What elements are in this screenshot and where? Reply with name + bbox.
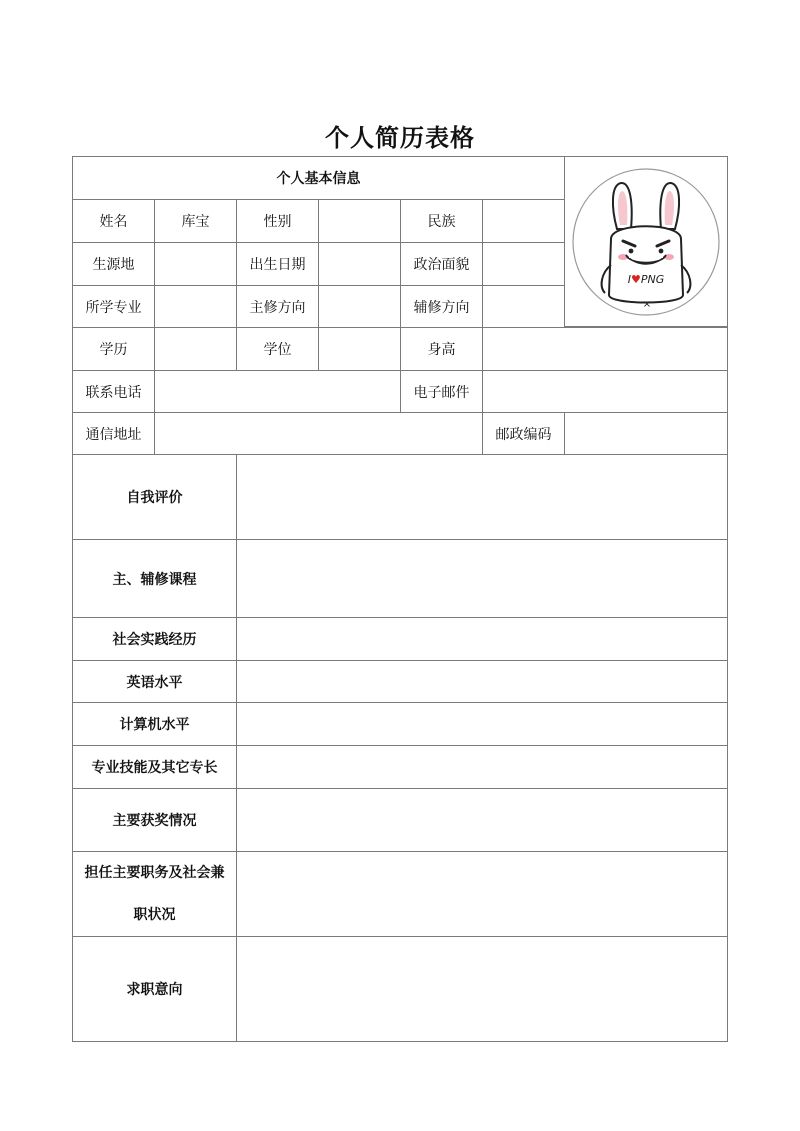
practice-field[interactable] — [236, 617, 728, 661]
address-label: 通信地址 — [72, 412, 155, 455]
birthdate-label: 出生日期 — [236, 242, 319, 286]
degree-label: 学位 — [236, 327, 319, 371]
svg-text:×: × — [642, 298, 652, 310]
awards-field[interactable] — [236, 788, 728, 852]
name-field[interactable]: 库宝 — [154, 199, 237, 243]
computer-level-field[interactable] — [236, 702, 728, 746]
postcode-field[interactable] — [564, 412, 728, 455]
courses-label: 主、辅修课程 — [72, 539, 237, 618]
rabbit-avatar-icon — [571, 167, 721, 317]
postcode-label: 邮政编码 — [482, 412, 565, 455]
origin-field[interactable] — [154, 242, 237, 286]
email-label: 电子邮件 — [400, 370, 483, 413]
awards-label: 主要获奖情况 — [72, 788, 237, 852]
basic-info-header: 个人基本信息 — [72, 156, 565, 200]
self-evaluation-label: 自我评价 — [72, 454, 237, 540]
education-label: 学历 — [72, 327, 155, 371]
address-field[interactable] — [154, 412, 483, 455]
name-label: 姓名 — [72, 199, 155, 243]
english-level-field[interactable] — [236, 660, 728, 703]
height-field[interactable] — [482, 327, 728, 371]
email-field[interactable] — [482, 370, 728, 413]
phone-label: 联系电话 — [72, 370, 155, 413]
ethnicity-label: 民族 — [400, 199, 483, 243]
minor-direction-field[interactable] — [482, 285, 565, 328]
major-label: 所学专业 — [72, 285, 155, 328]
computer-level-label: 计算机水平 — [72, 702, 237, 746]
english-level-label: 英语水平 — [72, 660, 237, 703]
main-direction-label: 主修方向 — [236, 285, 319, 328]
birthdate-field[interactable] — [318, 242, 401, 286]
education-field[interactable] — [154, 327, 237, 371]
positions-field[interactable] — [236, 851, 728, 937]
gender-field[interactable] — [318, 199, 401, 243]
gender-label: 性别 — [236, 199, 319, 243]
phone-field[interactable] — [154, 370, 401, 413]
self-evaluation-field[interactable] — [236, 454, 728, 540]
origin-label: 生源地 — [72, 242, 155, 286]
practice-label: 社会实践经历 — [72, 617, 237, 661]
document-title: 个人简历表格 — [325, 124, 475, 152]
ethnicity-field[interactable] — [482, 199, 565, 243]
job-intention-label: 求职意向 — [72, 936, 237, 1042]
svg-text:I♥PNG: I♥PNG — [627, 272, 665, 286]
political-label: 政治面貌 — [400, 242, 483, 286]
major-field[interactable] — [154, 285, 237, 328]
minor-direction-label: 辅修方向 — [400, 285, 483, 328]
skills-field[interactable] — [236, 745, 728, 789]
courses-field[interactable] — [236, 539, 728, 618]
degree-field[interactable] — [318, 327, 401, 371]
positions-label — [72, 851, 237, 937]
political-field[interactable] — [482, 242, 565, 286]
photo-cell[interactable] — [564, 156, 728, 327]
job-intention-field[interactable] — [236, 936, 728, 1042]
height-label: 身高 — [400, 327, 483, 371]
positions-label-line2: 职状况 — [133, 907, 176, 923]
main-direction-field[interactable] — [318, 285, 401, 328]
resume-table — [72, 156, 728, 1042]
skills-label: 专业技能及其它专长 — [72, 745, 237, 789]
positions-label-line1: 担任主要职务及社会兼 — [84, 865, 225, 881]
